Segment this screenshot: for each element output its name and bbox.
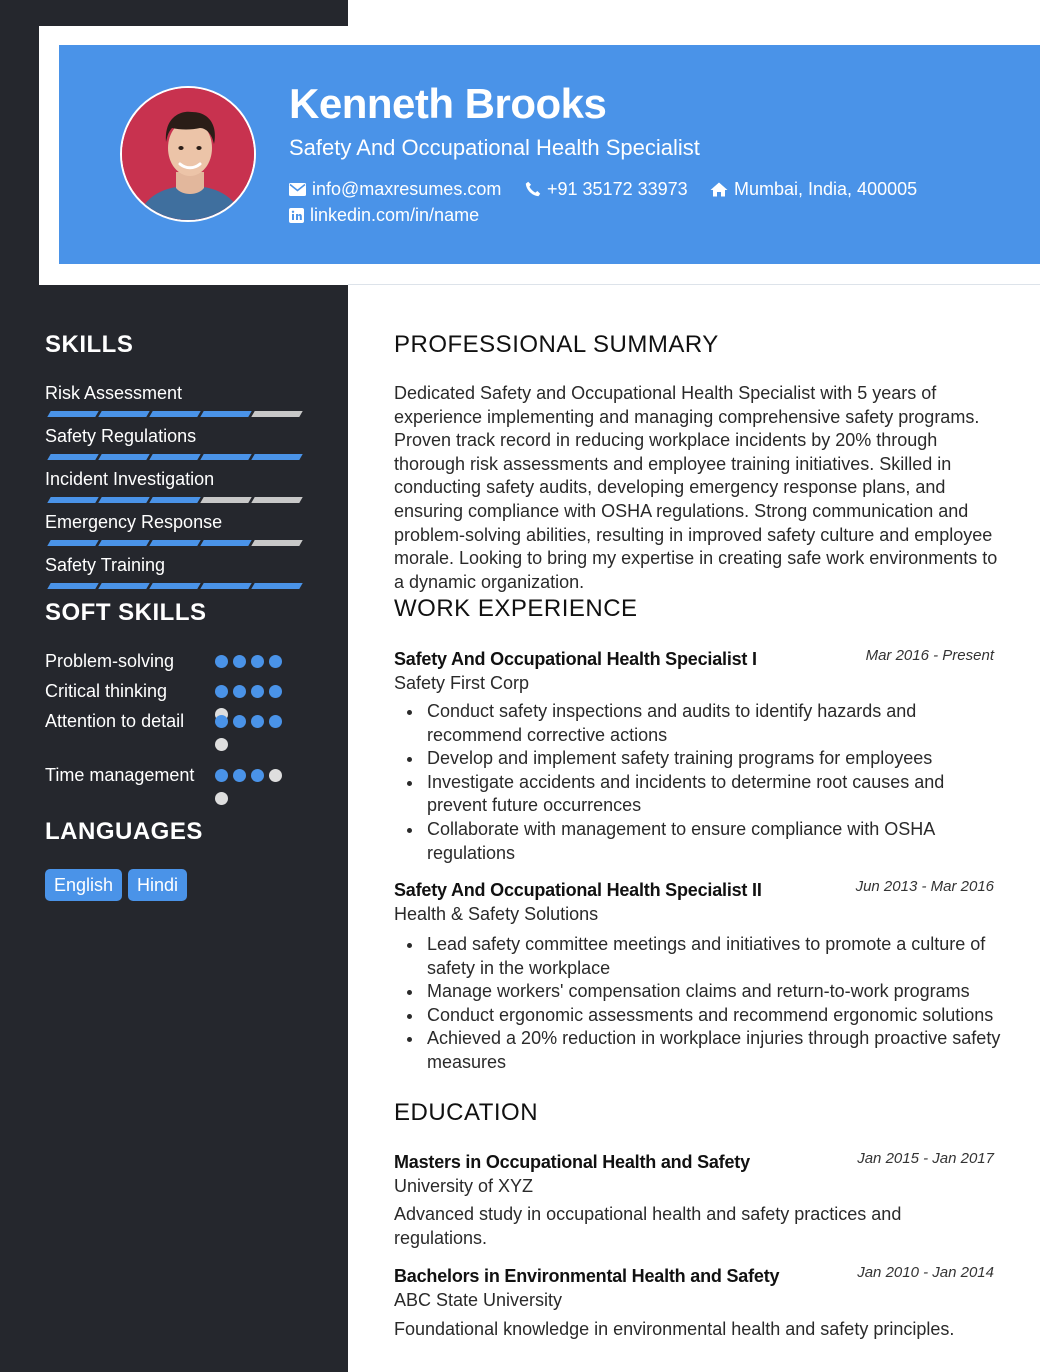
envelope-icon [289, 183, 306, 196]
skill-level-segment [251, 454, 302, 460]
skill-bar [45, 583, 303, 590]
soft-skill-dot [251, 715, 264, 728]
location-text: Mumbai, India, 400005 [734, 179, 918, 199]
soft-skill-dot [233, 685, 246, 698]
soft-skill-dot [215, 655, 228, 668]
home-icon [710, 182, 728, 197]
header-divider [348, 284, 1040, 285]
contact-location [710, 177, 917, 201]
soft-skills-heading: SOFT SKILLS [45, 599, 207, 626]
skill-bar [45, 454, 303, 461]
skill-level-segment [200, 540, 251, 546]
degree-description: Advanced study in occupational health and safety practices and regulations. [394, 1204, 902, 1248]
skill-level-segment [200, 583, 251, 589]
skill-bar [45, 411, 303, 418]
linkedin-icon [289, 208, 304, 223]
skill-bar [45, 497, 303, 504]
experience-heading: WORK EXPERIENCE [394, 595, 638, 622]
skill-level-segment [149, 583, 200, 589]
job-dates: Mar 2016 - Present [865, 647, 994, 664]
skill-level-segment [98, 454, 149, 460]
person-photo-icon [122, 88, 256, 222]
skill-level-segment [98, 411, 149, 417]
skill-level-segment [98, 497, 149, 503]
soft-skill-label: Critical thinking [45, 681, 168, 701]
degree-title: Bachelors in Environmental Health and Safety [394, 1266, 780, 1286]
skill-level-segment [47, 583, 98, 589]
soft-skill-dot [233, 715, 246, 728]
job-bullet: Develop and implement safety training programs for employees [394, 747, 1006, 771]
job-title: Safety And Occupational Health Specialist I [394, 649, 757, 669]
skill-level-segment [98, 583, 149, 589]
skill-level-segment [251, 540, 302, 546]
skill-label: Risk Assessment [45, 383, 183, 403]
candidate-title: Safety And Occupational Health Specialist [289, 135, 700, 160]
skill-level-segment [251, 583, 302, 589]
skill-label: Incident Investigation [45, 469, 215, 489]
skill-level-segment [98, 540, 149, 546]
job-title: Safety And Occupational Health Specialist II [394, 880, 762, 900]
job-bullets [394, 700, 1006, 865]
job-company: Safety First Corp [394, 673, 530, 693]
phone-text: +91 35172 33973 [547, 179, 688, 199]
school-name: University of XYZ [394, 1176, 534, 1196]
soft-skill-dot [269, 655, 282, 668]
language-badge: English [45, 869, 122, 901]
job-company: Health & Safety Solutions [394, 904, 599, 924]
degree-dates: Jan 2010 - Jan 2014 [857, 1264, 994, 1281]
soft-skill-label: Problem-solving [45, 651, 175, 671]
soft-skill-label: Attention to detail [45, 711, 185, 731]
skill-level-segment [47, 497, 98, 503]
skill-level-segment [149, 540, 200, 546]
education-heading: EDUCATION [394, 1099, 539, 1126]
skill-level-segment [149, 497, 200, 503]
job-bullet: Lead safety committee meetings and initiatives to promote a culture of safety in the workplace [394, 933, 1006, 980]
soft-skill-dot [215, 738, 228, 751]
job-bullet: Conduct safety inspections and audits to identify hazards and recommend corrective actions [394, 700, 1006, 747]
phone-icon [525, 181, 541, 197]
soft-skill-label: Time management [45, 765, 195, 785]
soft-skill-dot [215, 715, 228, 728]
soft-skill-dot [269, 769, 282, 782]
skill-level-segment [149, 411, 200, 417]
job-dates: Jun 2013 - Mar 2016 [855, 878, 994, 895]
skill-label: Safety Regulations [45, 426, 197, 446]
job-bullet: Achieved a 20% reduction in workplace injuries through proactive safety measures [394, 1027, 1006, 1074]
job-bullet: Collaborate with management to ensure compliance with OSHA regulations [394, 818, 1006, 865]
contact-linkedin[interactable] [289, 203, 479, 227]
job-bullets [394, 933, 1006, 1075]
soft-skill-dot [215, 792, 228, 805]
contact-email[interactable] [289, 177, 501, 201]
job-bullet: Manage workers' compensation claims and return-to-work programs [394, 980, 1006, 1004]
skill-level-segment [47, 540, 98, 546]
skill-level-segment [251, 411, 302, 417]
skill-bar [45, 540, 303, 547]
skills-heading: SKILLS [45, 331, 134, 358]
skill-label: Emergency Response [45, 512, 223, 532]
contact-phone[interactable] [525, 177, 688, 201]
language-badge: Hindi [128, 869, 187, 901]
soft-skill-dot [215, 769, 228, 782]
linkedin-text: linkedin.com/in/name [310, 205, 480, 225]
summary-heading: PROFESSIONAL SUMMARY [394, 331, 719, 358]
degree-title: Masters in Occupational Health and Safety [394, 1152, 750, 1172]
school-name: ABC State University [394, 1290, 563, 1310]
summary-text: Dedicated Safety and Occupational Health Specialist with 5 years of experience implementing and managing comprehensive safety programs. Proven track record in reducing workplace incidents by 20% through thorough risk assessments and employee training initiatives. Skilled in conducting safety audits, developing emergency response plans, and ensuring compliance with OSHA regulations. Strong communication and problem-solving abilities, resulting in improved safety culture and employee morale. Looking to bring my expertise in creating safe work environments to a dynamic organization. [394, 383, 998, 592]
skill-level-segment [200, 454, 251, 460]
avatar [120, 86, 256, 222]
soft-skill-dot [233, 769, 246, 782]
soft-skill-dot [269, 715, 282, 728]
soft-skill-dot [215, 685, 228, 698]
languages-heading: LANGUAGES [45, 818, 203, 845]
skill-level-segment [47, 411, 98, 417]
skill-level-segment [149, 454, 200, 460]
skill-level-segment [200, 497, 251, 503]
soft-skill-dot [233, 655, 246, 668]
skill-level-segment [251, 497, 302, 503]
soft-skill-dot [251, 655, 264, 668]
candidate-name: Kenneth Brooks [289, 80, 607, 127]
soft-skill-dot [251, 769, 264, 782]
job-bullet: Conduct ergonomic assessments and recommend ergonomic solutions [394, 1004, 1006, 1028]
degree-description: Foundational knowledge in environmental health and safety principles. [394, 1319, 955, 1339]
email-text: info@maxresumes.com [312, 179, 502, 199]
skill-level-segment [47, 454, 98, 460]
soft-skill-dot [251, 685, 264, 698]
job-bullet: Investigate accidents and incidents to determine root causes and prevent future occurrences [394, 771, 1006, 818]
degree-dates: Jan 2015 - Jan 2017 [857, 1150, 994, 1167]
skill-level-segment [200, 411, 251, 417]
skill-label: Safety Training [45, 555, 166, 575]
soft-skill-dot [269, 685, 282, 698]
